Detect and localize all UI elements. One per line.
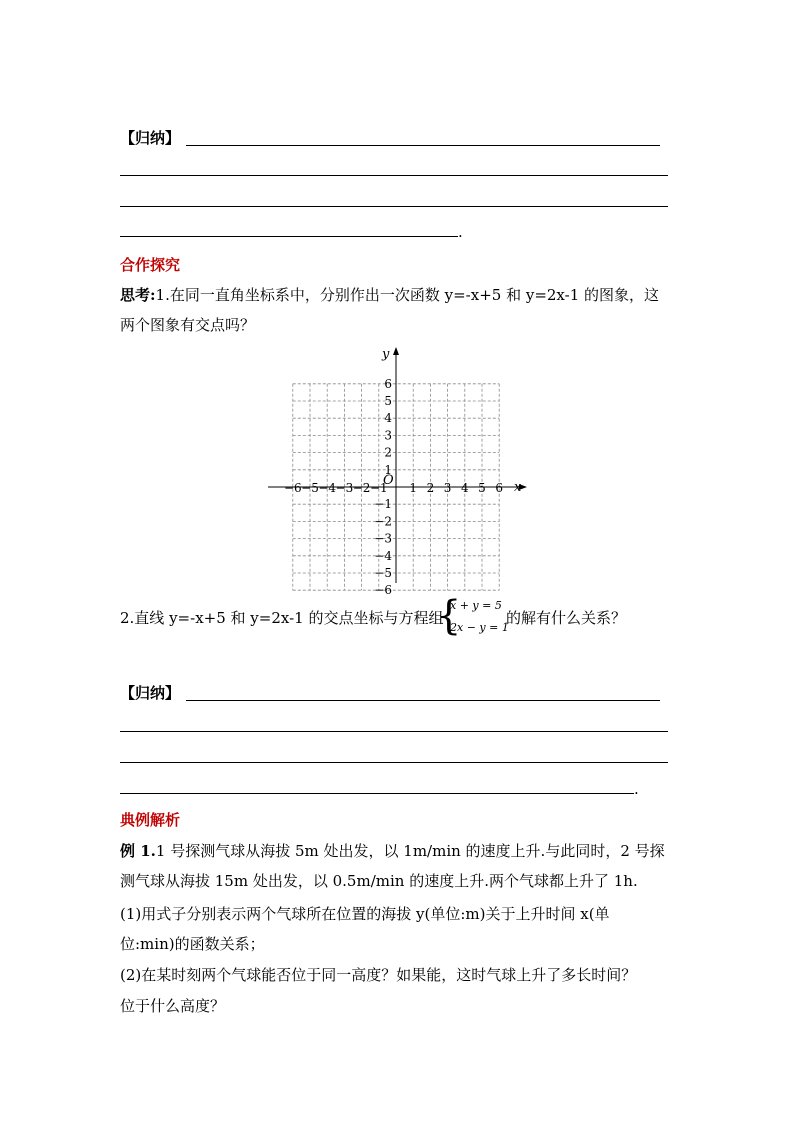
coordinate-grid: [262, 344, 532, 598]
question-2-suffix: 的解有什么关系？: [506, 609, 627, 627]
question-1-line-1: [120, 285, 659, 305]
y-tick-label: −1: [374, 497, 392, 512]
answer-line[interactable]: [120, 731, 668, 732]
x-tick-label: −5: [301, 481, 319, 495]
origin-label: O: [383, 473, 394, 488]
y-tick-label: 6: [384, 376, 392, 391]
question-2-prefix: 2.直线 y=-x+5 和 y=2x-1 的交点坐标与方程组: [120, 609, 444, 627]
example-1-text: 1 号探测气球从海拔 5m 处出发，以 1m/min 的速度上升.与此同时，2 号探: [155, 842, 665, 860]
y-tick-label: 4: [384, 411, 392, 426]
answer-line[interactable]: [120, 206, 668, 207]
x-axis-label: x: [514, 480, 522, 495]
y-tick-label: −5: [374, 566, 392, 580]
question-1-line-2: 两个图象有交点吗？: [120, 316, 256, 334]
x-tick-label: −3: [335, 481, 354, 495]
part-2-line-1: (2)在某时刻两个气球能否位于同一高度？如果能，这时气球上升了多长时间？: [120, 966, 637, 984]
x-tick-label: −1: [369, 481, 388, 495]
think-label: 思考:: [120, 286, 156, 304]
y-tick-label: −4: [374, 548, 392, 563]
y-tick-label: −3: [374, 531, 392, 546]
y-tick-label: 5: [384, 394, 392, 408]
y-tick-label: 2: [384, 445, 392, 460]
x-tick-label: 1: [409, 481, 418, 495]
answer-line[interactable]: [120, 236, 458, 237]
question-1-text: 1.在同一直角坐标系中，分别作出一次函数 y=-x+5 和 y=2x-1 的图象，这: [155, 286, 660, 304]
y-tick-label: −6: [374, 583, 392, 598]
x-tick-label: 6: [495, 481, 504, 495]
x-tick-label: −2: [352, 481, 371, 495]
end-period: .: [458, 223, 463, 241]
answer-line[interactable]: [186, 145, 660, 146]
equation-1: x + y = 5: [450, 599, 502, 612]
example-1-line-2: 测气球从海拔 15m 处出发，以 0.5m/min 的速度上升.两个气球都上升了 1h.: [120, 872, 638, 890]
answer-line[interactable]: [186, 700, 660, 701]
answer-line[interactable]: [120, 793, 634, 794]
part-1-line-2: 位:min)的函数关系；: [120, 935, 265, 953]
x-tick-label: 4: [460, 481, 469, 495]
y-tick-label: 1: [384, 462, 392, 477]
answer-line[interactable]: [120, 762, 668, 763]
x-tick-label: 3: [443, 481, 452, 495]
x-tick-label: 2: [426, 481, 435, 495]
x-tick-label: 5: [478, 481, 486, 495]
summary-label-2: 【归纳】: [120, 684, 181, 702]
system-brace: {: [436, 593, 462, 639]
section-title-cooperative-inquiry: 合作探究: [120, 256, 181, 274]
y-tick-label: 3: [384, 428, 392, 443]
y-axis-label: y: [382, 347, 390, 362]
part-2-line-2: 位于什么高度？: [120, 997, 226, 1015]
section-title-example-analysis: 典例解析: [120, 811, 181, 829]
x-tick-label: −6: [283, 481, 302, 495]
part-1-line-1: (1)用式子分别表示两个气球所在位置的海拔 y(单位:m)关于上升时间 x(单: [120, 905, 610, 923]
answer-line[interactable]: [120, 175, 668, 176]
equation-2: 2x − y = 1: [450, 621, 509, 634]
summary-label: 【归纳】: [120, 129, 181, 147]
example-label: 例 1.: [120, 842, 156, 860]
x-tick-label: −4: [318, 481, 337, 495]
example-1-line-1: [120, 841, 665, 861]
y-axis-arrow: [393, 347, 399, 355]
y-tick-label: −2: [374, 514, 392, 529]
end-period-2: .: [634, 780, 639, 798]
